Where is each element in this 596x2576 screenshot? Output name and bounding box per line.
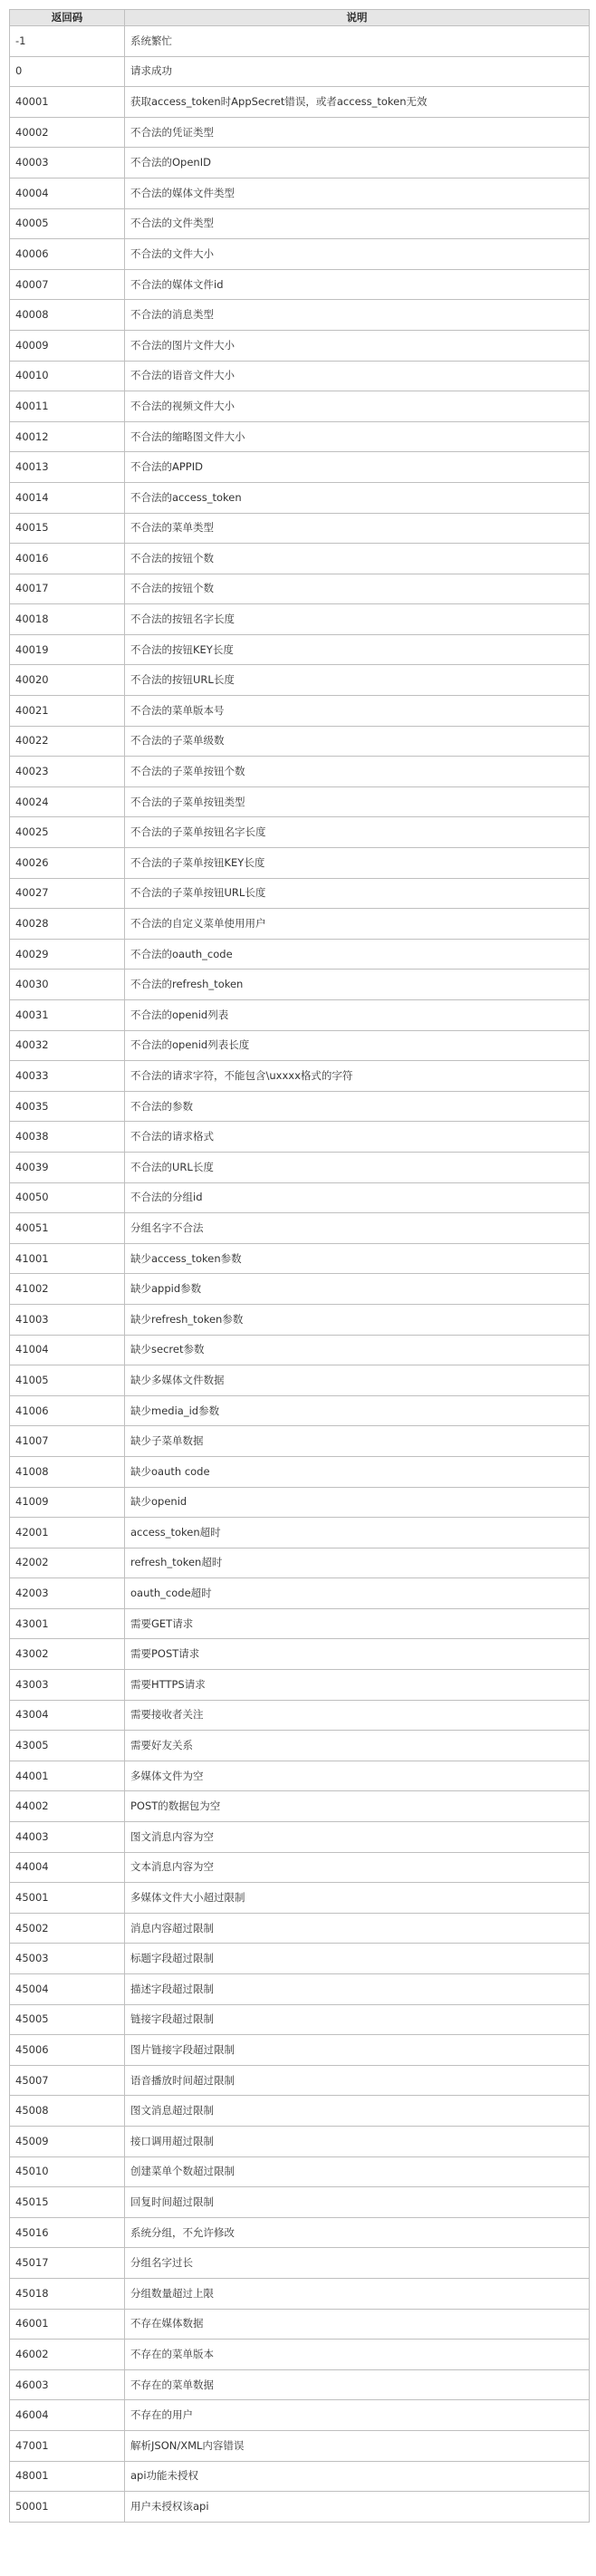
return-code-cell: 43001: [10, 1608, 125, 1639]
return-code-cell: 45010: [10, 2156, 125, 2187]
return-code-cell: 48001: [10, 2461, 125, 2492]
return-code-cell: 40032: [10, 1030, 125, 1061]
return-code-cell: 40038: [10, 1122, 125, 1153]
return-code-cell: 40002: [10, 117, 125, 148]
description-cell: 系统分组，不允许修改: [125, 2217, 590, 2248]
description-cell: 需要接收者关注: [125, 1700, 590, 1731]
table-row: [10, 239, 590, 270]
table-row: [10, 361, 590, 391]
description-cell: 不存在的菜单版本: [125, 2340, 590, 2370]
table-row: [10, 634, 590, 665]
header-description: 说明: [125, 10, 590, 26]
table-row: [10, 2430, 590, 2461]
return-code-cell: 40017: [10, 574, 125, 604]
table-row: [10, 1761, 590, 1791]
return-code-cell: 40016: [10, 544, 125, 574]
description-cell: 不合法的文件大小: [125, 239, 590, 270]
return-code-cell: 45004: [10, 1974, 125, 2005]
description-cell: 用户未授权该api: [125, 2492, 590, 2523]
description-cell: 描述字段超过限制: [125, 1974, 590, 2005]
table-row: [10, 2126, 590, 2156]
table-row: [10, 909, 590, 940]
return-code-cell: 45015: [10, 2187, 125, 2218]
description-cell: 缺少access_token参数: [125, 1243, 590, 1274]
error-code-sheet: [9, 9, 589, 2523]
return-code-cell: 45009: [10, 2126, 125, 2156]
table-row: [10, 513, 590, 544]
description-cell: 不合法的access_token: [125, 482, 590, 513]
return-code-cell: 40029: [10, 939, 125, 970]
table-row: [10, 2278, 590, 2309]
return-code-cell: 41008: [10, 1456, 125, 1487]
table-row: [10, 452, 590, 483]
table-row: [10, 1091, 590, 1122]
return-code-cell: 41001: [10, 1243, 125, 1274]
table-row: [10, 1883, 590, 1914]
return-code-cell: 40021: [10, 696, 125, 727]
return-code-cell: 46001: [10, 2309, 125, 2340]
table-row: [10, 1913, 590, 1944]
table-row: [10, 2400, 590, 2431]
return-code-cell: 46003: [10, 2369, 125, 2400]
description-cell: 标题字段超过限制: [125, 1944, 590, 1974]
table-row: [10, 26, 590, 57]
table-row: [10, 786, 590, 817]
return-code-cell: 45016: [10, 2217, 125, 2248]
description-cell: 不合法的OpenID: [125, 148, 590, 178]
description-cell: 不合法的APPID: [125, 452, 590, 483]
return-code-cell: 45018: [10, 2278, 125, 2309]
description-cell: 解析JSON/XML内容错误: [125, 2430, 590, 2461]
description-cell: 不存在的用户: [125, 2400, 590, 2431]
table-row: [10, 421, 590, 452]
table-row: [10, 1487, 590, 1518]
header-return-code: 返回码: [10, 10, 125, 26]
return-code-cell: 40008: [10, 300, 125, 331]
return-code-cell: 50001: [10, 2492, 125, 2523]
table-row: [10, 1122, 590, 1153]
description-cell: 不合法的语音文件大小: [125, 361, 590, 391]
table-row: [10, 665, 590, 696]
description-cell: 缺少openid: [125, 1487, 590, 1518]
table-header-row: [10, 10, 590, 26]
table-row: [10, 1456, 590, 1487]
return-code-cell: 46004: [10, 2400, 125, 2431]
return-code-cell: 45005: [10, 2004, 125, 2035]
description-cell: 不存在媒体数据: [125, 2309, 590, 2340]
table-row: [10, 1852, 590, 1883]
return-code-cell: 40015: [10, 513, 125, 544]
description-cell: 不合法的子菜单按钮KEY长度: [125, 848, 590, 879]
return-code-cell: 40013: [10, 452, 125, 483]
return-code-cell: 40026: [10, 848, 125, 879]
table-row: [10, 2248, 590, 2279]
return-code-cell: 42003: [10, 1578, 125, 1609]
return-code-cell: 45017: [10, 2248, 125, 2279]
return-code-cell: 45001: [10, 1883, 125, 1914]
return-code-cell: 40001: [10, 87, 125, 118]
table-row: [10, 1700, 590, 1731]
table-row: [10, 2217, 590, 2248]
description-cell: 不合法的缩略图文件大小: [125, 421, 590, 452]
table-row: [10, 1731, 590, 1761]
description-cell: oauth_code超时: [125, 1578, 590, 1609]
description-cell: 分组数量超过上限: [125, 2278, 590, 2309]
table-row: [10, 1243, 590, 1274]
description-cell: 缺少多媒体文件数据: [125, 1365, 590, 1396]
return-code-cell: 40010: [10, 361, 125, 391]
description-cell: 缺少子菜单数据: [125, 1426, 590, 1457]
return-code-cell: 40025: [10, 817, 125, 848]
description-cell: 获取access_token时AppSecret错误，或者access_token无效: [125, 87, 590, 118]
description-cell: 不合法的消息类型: [125, 300, 590, 331]
description-cell: 不存在的菜单数据: [125, 2369, 590, 2400]
table-row: [10, 2096, 590, 2127]
return-code-cell: 44004: [10, 1852, 125, 1883]
table-row: [10, 2187, 590, 2218]
description-cell: 不合法的子菜单按钮个数: [125, 757, 590, 787]
description-cell: 图片链接字段超过限制: [125, 2035, 590, 2066]
return-code-cell: 43004: [10, 1700, 125, 1731]
table-row: [10, 269, 590, 300]
table-row: [10, 1213, 590, 1244]
return-code-cell: 40033: [10, 1061, 125, 1092]
return-code-cell: 43002: [10, 1639, 125, 1670]
table-row: [10, 1426, 590, 1457]
table-row: [10, 1000, 590, 1031]
description-cell: POST的数据包为空: [125, 1791, 590, 1822]
table-row: [10, 1639, 590, 1670]
description-cell: 不合法的refresh_token: [125, 970, 590, 1000]
table-row: [10, 87, 590, 118]
table-row: [10, 1670, 590, 1701]
description-cell: 系统繁忙: [125, 26, 590, 57]
error-code-table: [9, 9, 590, 2523]
return-code-cell: 44003: [10, 1822, 125, 1853]
table-row: [10, 2369, 590, 2400]
table-row: [10, 1548, 590, 1578]
return-code-cell: 40009: [10, 330, 125, 361]
table-row: [10, 1304, 590, 1335]
description-cell: 不合法的子菜单按钮URL长度: [125, 878, 590, 909]
description-cell: 不合法的媒体文件类型: [125, 178, 590, 208]
table-row: [10, 1578, 590, 1609]
return-code-cell: 41002: [10, 1274, 125, 1305]
table-row: [10, 1791, 590, 1822]
table-row: [10, 939, 590, 970]
return-code-cell: 40031: [10, 1000, 125, 1031]
return-code-cell: 43003: [10, 1670, 125, 1701]
table-row: [10, 2035, 590, 2066]
description-cell: 回复时间超过限制: [125, 2187, 590, 2218]
description-cell: 不合法的参数: [125, 1091, 590, 1122]
return-code-cell: 40024: [10, 786, 125, 817]
table-row: [10, 2156, 590, 2187]
table-row: [10, 817, 590, 848]
return-code-cell: 40007: [10, 269, 125, 300]
table-row: [10, 726, 590, 757]
return-code-cell: 40003: [10, 148, 125, 178]
table-row: [10, 878, 590, 909]
return-code-cell: 45003: [10, 1944, 125, 1974]
return-code-cell: 40019: [10, 634, 125, 665]
return-code-cell: 40005: [10, 208, 125, 239]
description-cell: 不合法的openid列表长度: [125, 1030, 590, 1061]
table-body: [10, 26, 590, 2523]
description-cell: 缺少media_id参数: [125, 1395, 590, 1426]
table-row: [10, 2492, 590, 2523]
description-cell: 消息内容超过限制: [125, 1913, 590, 1944]
table-row: [10, 1335, 590, 1365]
table-row: [10, 391, 590, 422]
table-row: [10, 1822, 590, 1853]
description-cell: 不合法的子菜单按钮类型: [125, 786, 590, 817]
return-code-cell: 40014: [10, 482, 125, 513]
description-cell: 创建菜单个数超过限制: [125, 2156, 590, 2187]
return-code-cell: 40050: [10, 1182, 125, 1213]
description-cell: 需要好友关系: [125, 1731, 590, 1761]
description-cell: 不合法的菜单类型: [125, 513, 590, 544]
return-code-cell: 40011: [10, 391, 125, 422]
return-code-cell: 40006: [10, 239, 125, 270]
description-cell: 缺少secret参数: [125, 1335, 590, 1365]
table-row: [10, 1365, 590, 1396]
table-row: [10, 848, 590, 879]
table-row: [10, 1944, 590, 1974]
table-row: [10, 604, 590, 635]
description-cell: 不合法的按钮名字长度: [125, 604, 590, 635]
return-code-cell: 40051: [10, 1213, 125, 1244]
table-row: [10, 1274, 590, 1305]
description-cell: 多媒体文件大小超过限制: [125, 1883, 590, 1914]
return-code-cell: 45008: [10, 2096, 125, 2127]
description-cell: 语音播放时间超过限制: [125, 2065, 590, 2096]
description-cell: 分组名字不合法: [125, 1213, 590, 1244]
return-code-cell: 40022: [10, 726, 125, 757]
table-row: [10, 300, 590, 331]
description-cell: 不合法的按钮KEY长度: [125, 634, 590, 665]
description-cell: 不合法的URL长度: [125, 1152, 590, 1182]
description-cell: 多媒体文件为空: [125, 1761, 590, 1791]
table-row: [10, 2340, 590, 2370]
description-cell: 缺少refresh_token参数: [125, 1304, 590, 1335]
description-cell: 不合法的openid列表: [125, 1000, 590, 1031]
description-cell: access_token超时: [125, 1518, 590, 1548]
return-code-cell: 41004: [10, 1335, 125, 1365]
return-code-cell: 46002: [10, 2340, 125, 2370]
description-cell: 不合法的文件类型: [125, 208, 590, 239]
description-cell: 缺少appid参数: [125, 1274, 590, 1305]
return-code-cell: 41009: [10, 1487, 125, 1518]
table-row: [10, 482, 590, 513]
return-code-cell: 45006: [10, 2035, 125, 2066]
return-code-cell: 40012: [10, 421, 125, 452]
table-row: [10, 2004, 590, 2035]
return-code-cell: 0: [10, 56, 125, 87]
description-cell: 不合法的图片文件大小: [125, 330, 590, 361]
description-cell: 不合法的子菜单按钮名字长度: [125, 817, 590, 848]
table-row: [10, 1030, 590, 1061]
description-cell: 不合法的按钮个数: [125, 544, 590, 574]
return-code-cell: 40039: [10, 1152, 125, 1182]
description-cell: 不合法的按钮URL长度: [125, 665, 590, 696]
return-code-cell: 41003: [10, 1304, 125, 1335]
table-row: [10, 696, 590, 727]
description-cell: 需要POST请求: [125, 1639, 590, 1670]
table-row: [10, 2065, 590, 2096]
return-code-cell: 41007: [10, 1426, 125, 1457]
return-code-cell: -1: [10, 26, 125, 57]
return-code-cell: 40004: [10, 178, 125, 208]
description-cell: 文本消息内容为空: [125, 1852, 590, 1883]
table-row: [10, 574, 590, 604]
return-code-cell: 45002: [10, 1913, 125, 1944]
description-cell: 不合法的凭证类型: [125, 117, 590, 148]
table-row: [10, 1608, 590, 1639]
table-row: [10, 1518, 590, 1548]
return-code-cell: 42002: [10, 1548, 125, 1578]
table-row: [10, 2461, 590, 2492]
return-code-cell: 40023: [10, 757, 125, 787]
description-cell: 图文消息内容为空: [125, 1822, 590, 1853]
description-cell: refresh_token超时: [125, 1548, 590, 1578]
return-code-cell: 40018: [10, 604, 125, 635]
description-cell: 不合法的媒体文件id: [125, 269, 590, 300]
return-code-cell: 45007: [10, 2065, 125, 2096]
description-cell: 不合法的子菜单级数: [125, 726, 590, 757]
return-code-cell: 40028: [10, 909, 125, 940]
table-row: [10, 1395, 590, 1426]
table-row: [10, 178, 590, 208]
return-code-cell: 41006: [10, 1395, 125, 1426]
description-cell: 不合法的自定义菜单使用用户: [125, 909, 590, 940]
return-code-cell: 47001: [10, 2430, 125, 2461]
description-cell: 不合法的请求字符，不能包含\uxxxx格式的字符: [125, 1061, 590, 1092]
description-cell: 不合法的oauth_code: [125, 939, 590, 970]
return-code-cell: 40027: [10, 878, 125, 909]
description-cell: 分组名字过长: [125, 2248, 590, 2279]
description-cell: api功能未授权: [125, 2461, 590, 2492]
return-code-cell: 41005: [10, 1365, 125, 1396]
return-code-cell: 44001: [10, 1761, 125, 1791]
return-code-cell: 43005: [10, 1731, 125, 1761]
table-row: [10, 544, 590, 574]
table-row: [10, 56, 590, 87]
table-row: [10, 1182, 590, 1213]
description-cell: 不合法的请求格式: [125, 1122, 590, 1153]
description-cell: 不合法的按钮个数: [125, 574, 590, 604]
description-cell: 请求成功: [125, 56, 590, 87]
description-cell: 需要HTTPS请求: [125, 1670, 590, 1701]
return-code-cell: 44002: [10, 1791, 125, 1822]
description-cell: 需要GET请求: [125, 1608, 590, 1639]
table-row: [10, 148, 590, 178]
description-cell: 链接字段超过限制: [125, 2004, 590, 2035]
return-code-cell: 40030: [10, 970, 125, 1000]
return-code-cell: 42001: [10, 1518, 125, 1548]
table-row: [10, 117, 590, 148]
description-cell: 不合法的视频文件大小: [125, 391, 590, 422]
description-cell: 图文消息超过限制: [125, 2096, 590, 2127]
table-row: [10, 1152, 590, 1182]
description-cell: 缺少oauth code: [125, 1456, 590, 1487]
return-code-cell: 40020: [10, 665, 125, 696]
description-cell: 不合法的菜单版本号: [125, 696, 590, 727]
table-row: [10, 1974, 590, 2005]
table-row: [10, 208, 590, 239]
description-cell: 不合法的分组id: [125, 1182, 590, 1213]
table-row: [10, 330, 590, 361]
table-row: [10, 2309, 590, 2340]
table-row: [10, 1061, 590, 1092]
description-cell: 接口调用超过限制: [125, 2126, 590, 2156]
return-code-cell: 40035: [10, 1091, 125, 1122]
table-row: [10, 757, 590, 787]
table-row: [10, 970, 590, 1000]
